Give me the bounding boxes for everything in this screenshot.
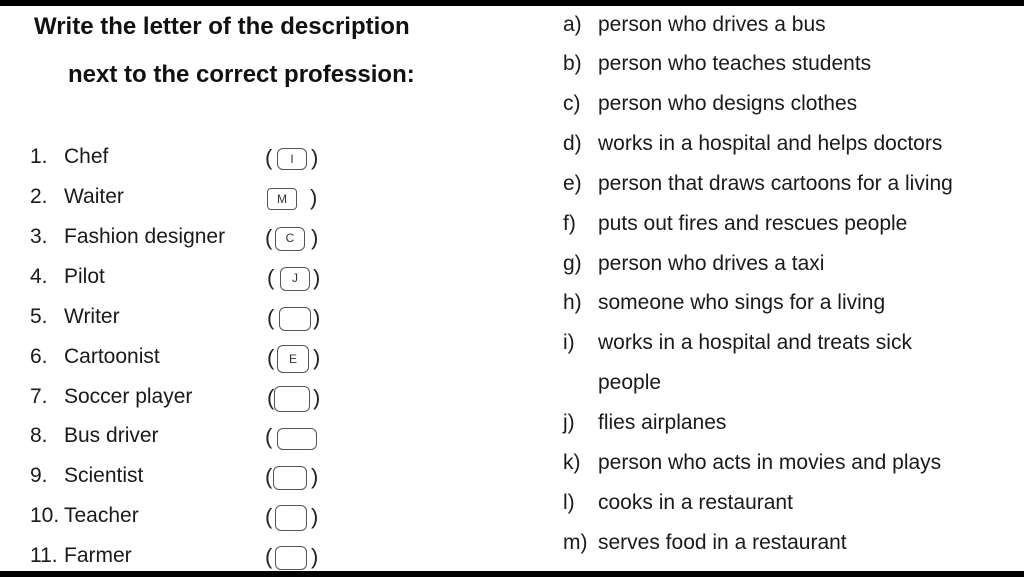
description-letter: g) <box>563 252 582 275</box>
description-text: person who drives a bus <box>598 13 826 36</box>
description-text: serves food in a restaurant <box>598 531 847 554</box>
description-text: person that draws cartoons for a living <box>598 172 953 195</box>
profession-number: 10. <box>30 504 60 527</box>
profession-name: Pilot <box>64 265 105 288</box>
profession-name: Scientist <box>64 464 144 487</box>
paren-open: ( <box>265 424 273 449</box>
paren-open: ( <box>267 385 275 410</box>
profession-name: Teacher <box>64 504 139 527</box>
profession-number: 2. <box>30 185 48 208</box>
instructions-line-2: next to the correct profession: <box>68 61 415 88</box>
answer-box[interactable] <box>279 307 311 331</box>
paren-open: ( <box>267 265 275 290</box>
description-letter: d) <box>563 132 582 155</box>
answer-box[interactable] <box>275 546 307 570</box>
answer-box[interactable]: E <box>277 345 309 373</box>
description-letter: b) <box>563 52 582 75</box>
description-text: works in a hospital and helps doctors <box>598 132 943 155</box>
description-text: someone who sings for a living <box>598 291 886 314</box>
description-letter: i) <box>563 331 575 354</box>
description-text-continued: people <box>598 371 662 394</box>
description-text: puts out fires and rescues people <box>598 212 908 235</box>
answer-box[interactable] <box>274 386 310 412</box>
description-text: person who drives a taxi <box>598 252 825 275</box>
description-letter: e) <box>563 172 582 195</box>
paren-close: ) <box>313 305 321 330</box>
description-text: works in a hospital and treats sick <box>598 331 912 354</box>
worksheet <box>0 6 1024 571</box>
description-letter: m) <box>563 531 588 554</box>
profession-number: 8. <box>30 424 48 447</box>
paren-close: ) <box>311 464 319 489</box>
paren-close: ) <box>311 225 319 250</box>
answer-box[interactable]: I <box>277 148 307 170</box>
description-letter: h) <box>563 291 582 314</box>
description-letter: l) <box>563 491 575 514</box>
paren-open: ( <box>265 504 273 529</box>
answer-box[interactable] <box>277 428 317 450</box>
description-text: flies airplanes <box>598 411 727 434</box>
paren-close: ) <box>310 185 318 210</box>
description-letter: c) <box>563 92 581 115</box>
paren-open: ( <box>265 145 273 170</box>
description-text: cooks in a restaurant <box>598 491 793 514</box>
profession-name: Cartoonist <box>64 345 160 368</box>
profession-name: Waiter <box>64 185 124 208</box>
paren-close: ) <box>313 265 321 290</box>
profession-number: 6. <box>30 345 48 368</box>
paren-open: ( <box>267 345 275 370</box>
instructions-line-1: Write the letter of the description <box>34 13 410 40</box>
profession-name: Bus driver <box>64 424 159 447</box>
profession-number: 9. <box>30 464 48 487</box>
paren-close: ) <box>313 345 321 370</box>
description-letter: k) <box>563 451 581 474</box>
paren-open: ( <box>265 225 273 250</box>
description-text: person who teaches students <box>598 52 872 75</box>
profession-name: Fashion designer <box>64 225 226 248</box>
paren-open: ( <box>265 544 273 569</box>
answer-box[interactable]: C <box>275 227 305 251</box>
profession-number: 5. <box>30 305 48 328</box>
description-letter: f) <box>563 212 576 235</box>
profession-number: 3. <box>30 225 48 248</box>
profession-name: Farmer <box>64 544 132 567</box>
profession-number: 4. <box>30 265 48 288</box>
profession-name: Chef <box>64 145 109 168</box>
paren-open: ( <box>267 305 275 330</box>
description-letter: j) <box>563 411 575 434</box>
profession-number: 7. <box>30 385 48 408</box>
profession-number: 11. <box>30 544 58 567</box>
description-letter: a) <box>563 13 582 36</box>
description-text: person who designs clothes <box>598 92 858 115</box>
answer-box[interactable] <box>275 505 307 531</box>
profession-name: Soccer player <box>64 385 193 408</box>
profession-name: Writer <box>64 305 120 328</box>
answer-box[interactable]: M <box>267 188 297 210</box>
paren-close: ) <box>311 504 319 529</box>
paren-open: ( <box>265 464 273 489</box>
description-text: person who acts in movies and plays <box>598 451 942 474</box>
answer-box[interactable] <box>273 466 307 490</box>
profession-number: 1. <box>30 145 48 168</box>
paren-close: ) <box>313 385 321 410</box>
paren-close: ) <box>311 544 319 569</box>
answer-box[interactable]: J <box>280 267 310 291</box>
paren-close: ) <box>311 145 319 170</box>
